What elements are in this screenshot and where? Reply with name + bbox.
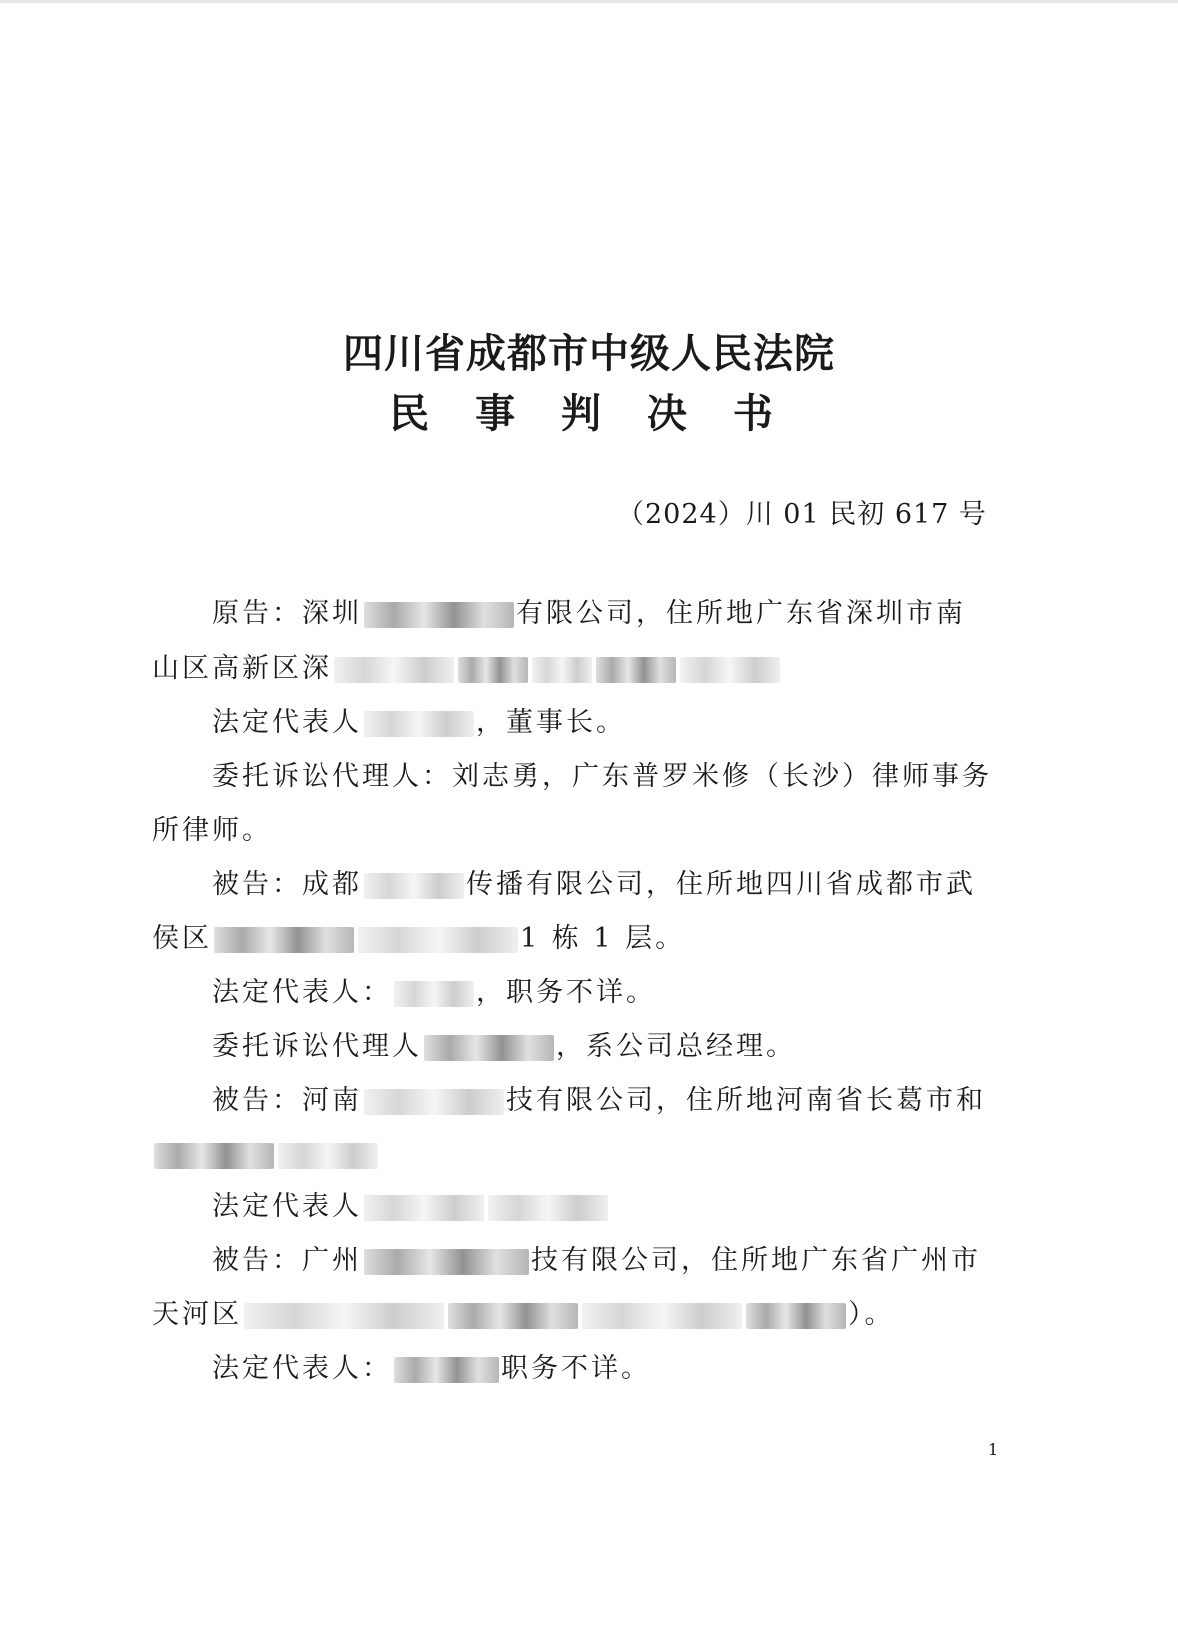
redaction-block [394, 1357, 499, 1383]
redaction-block [582, 1303, 742, 1329]
defendant2-address-line [152, 1138, 380, 1172]
defendant1-address-end: 1 栋 1 层。 [520, 923, 686, 954]
defendant3-legal-rep-line [212, 1352, 651, 1386]
redaction-block [488, 1195, 608, 1221]
defendant1-address-line [152, 922, 685, 956]
redaction-block [596, 657, 676, 683]
plaintiff-line [212, 597, 966, 631]
legal-rep-label: 法定代表人： [212, 977, 392, 1008]
agent-label: 委托诉讼代理人 [212, 1031, 422, 1062]
page-number: 1 [988, 1440, 999, 1459]
redaction-block [364, 1249, 529, 1275]
redaction-block [244, 1303, 444, 1329]
defendant1-legal-rep-line [212, 976, 656, 1010]
defendant3-address-end: ）。 [848, 1299, 895, 1330]
legal-rep-title: 职务不详。 [501, 1353, 651, 1384]
defendant1-address-start: 侯区 [152, 923, 212, 954]
plaintiff-address-start: 山区高新区深 [152, 653, 332, 684]
redaction-block [746, 1303, 846, 1329]
redaction-block [364, 873, 464, 899]
redaction-block [214, 927, 354, 953]
plaintiff-text: 有限公司，住所地广东省深圳市南 [516, 598, 966, 629]
plaintiff-address-line [152, 652, 782, 686]
legal-rep-title: ，职务不详。 [476, 977, 656, 1008]
redaction-block [358, 927, 518, 953]
redaction-block [364, 1195, 484, 1221]
defendant3-text: 技有限公司，住所地广东省广州市 [531, 1245, 981, 1276]
defendant1-label: 被告：成都 [212, 869, 362, 900]
redaction-block [424, 1035, 554, 1061]
redaction-block [364, 711, 474, 737]
top-border [0, 0, 1178, 3]
defendant1-agent-line [212, 1030, 796, 1064]
agent-title: ，系公司总经理。 [556, 1031, 796, 1062]
defendant2-label: 被告：河南 [212, 1085, 362, 1116]
defendant3-address-line [152, 1298, 895, 1332]
defendant1-text: 传播有限公司，住所地四川省成都市武 [466, 869, 976, 900]
defendant2-line [212, 1084, 986, 1118]
defendant3-address-start: 天河区 [152, 1299, 242, 1330]
legal-rep-title: ，董事长。 [476, 707, 626, 738]
document-type-title: 民 事 判 决 书 [389, 390, 789, 437]
redaction-block [532, 657, 592, 683]
redaction-block [278, 1143, 378, 1169]
redaction-block [458, 657, 528, 683]
redaction-block [364, 602, 514, 628]
defendant2-text: 技有限公司，住所地河南省长葛市和 [506, 1085, 986, 1116]
legal-rep-label: 法定代表人： [212, 1353, 392, 1384]
plaintiff-legal-rep-line [212, 706, 626, 740]
redaction-block [334, 657, 454, 683]
defendant2-legal-rep-line [212, 1190, 610, 1224]
court-name: 四川省成都市中级人民法院 [343, 330, 835, 377]
defendant3-line [212, 1244, 981, 1278]
redaction-block [364, 1089, 504, 1115]
redaction-block [154, 1143, 274, 1169]
redaction-block [394, 981, 474, 1007]
plaintiff-agent-line-cont: 所律师。 [152, 815, 272, 846]
case-number: （2024）川 01 民初 617 号 [617, 499, 987, 530]
legal-rep-label: 法定代表人 [212, 707, 362, 738]
redaction-block [448, 1303, 578, 1329]
plaintiff-label: 原告：深圳 [212, 598, 362, 629]
legal-rep-label: 法定代表人 [212, 1191, 362, 1222]
defendant1-line [212, 868, 976, 902]
redaction-block [680, 657, 780, 683]
plaintiff-agent-line: 委托诉讼代理人：刘志勇，广东普罗米修（长沙）律师事务 [212, 761, 992, 792]
defendant3-label: 被告：广州 [212, 1245, 362, 1276]
